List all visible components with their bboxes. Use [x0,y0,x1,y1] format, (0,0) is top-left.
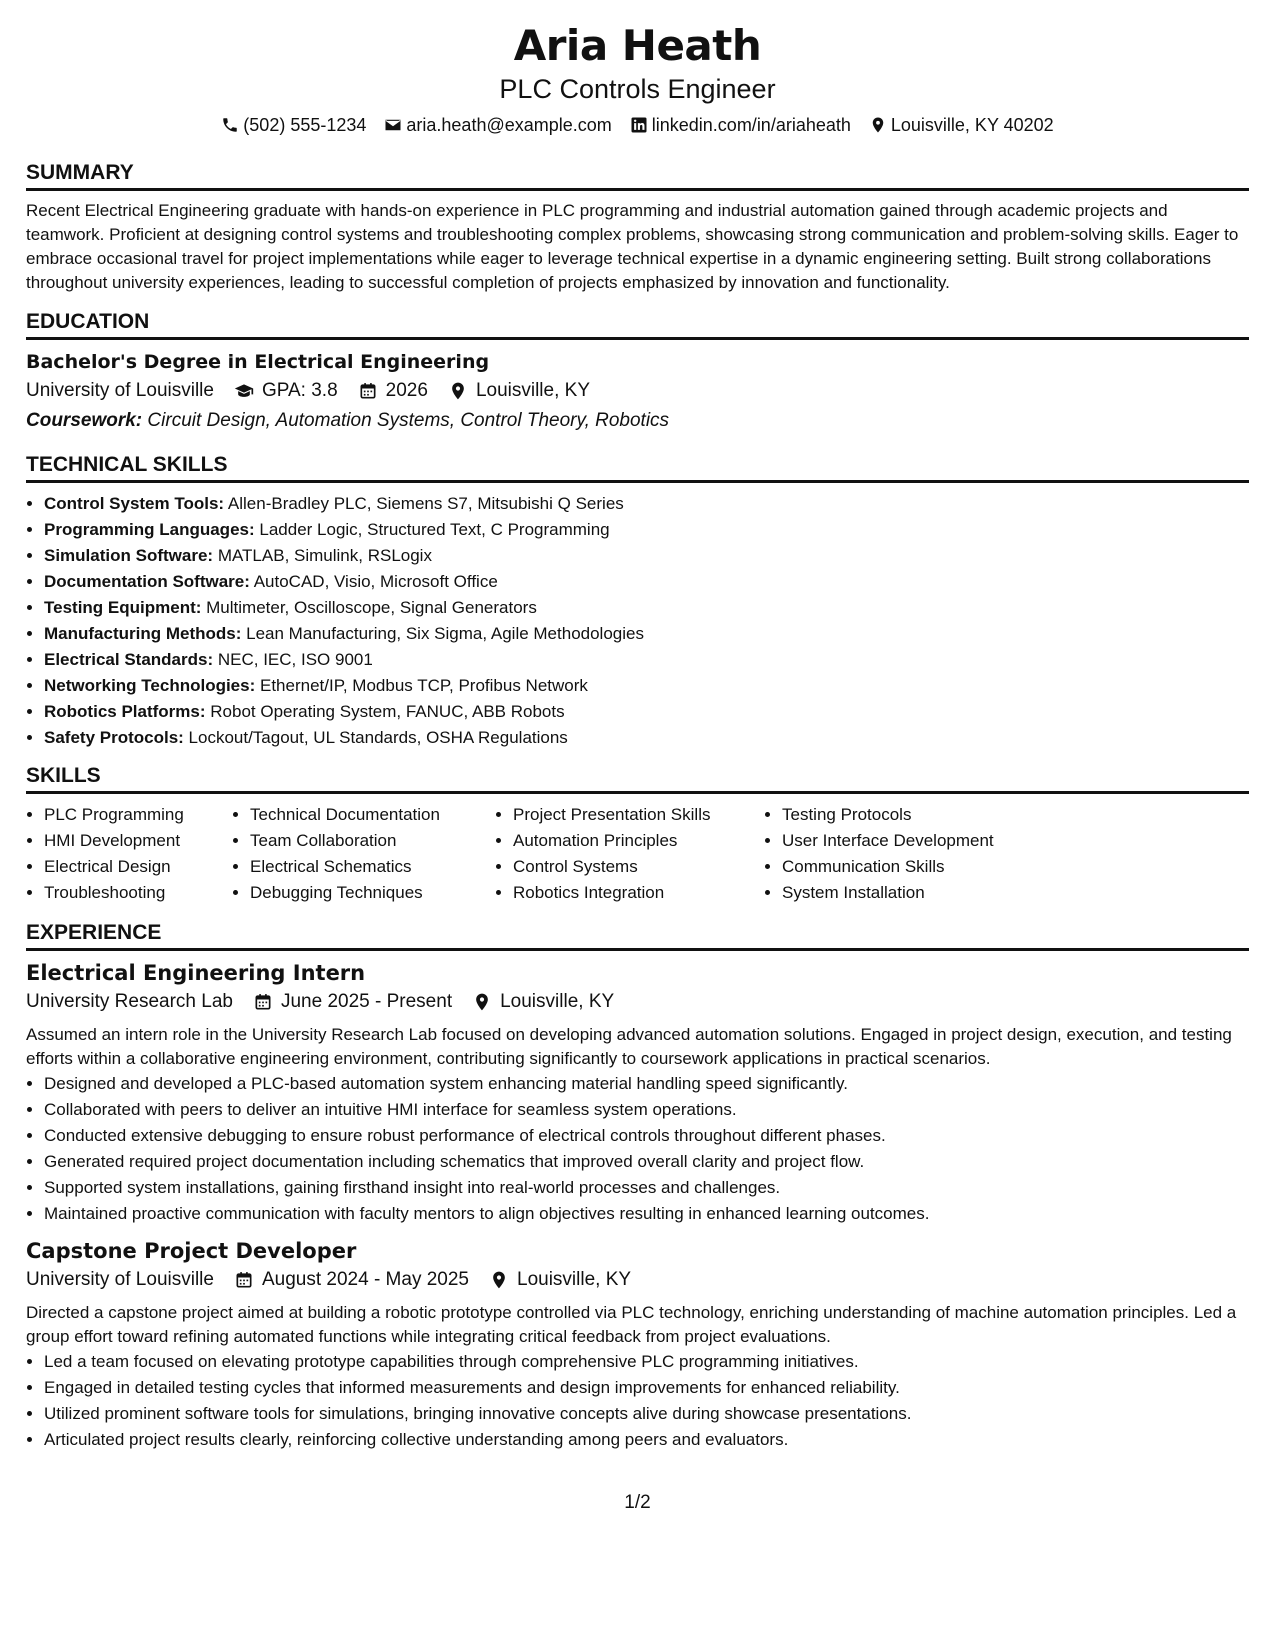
map-pin-icon [489,1270,509,1290]
job-bullets [26,1071,1249,1227]
section-title: SKILLS [26,763,1249,794]
skill-label: Robotics Platforms: [44,702,206,721]
skill-label: Documentation Software: [44,572,250,591]
skill-label: Manufacturing Methods: [44,624,242,643]
degree-title: Bachelor's Degree in Electrical Engineering [26,351,490,373]
skills-column [495,802,764,906]
linkedin-text[interactable]: linkedin.com/in/ariaheath [651,115,851,135]
list-item: • PLC Programming [44,802,232,828]
skill-value: Lockout/Tagout, UL Standards, OSHA Regulations [188,728,568,747]
education-location: Louisville, KY [475,380,590,401]
skill-value: MATLAB, Simulink, RSLogix [217,546,432,565]
list-item: • Electrical Design [44,854,232,880]
section-title: TECHNICAL SKILLS [26,452,1249,483]
list-item: • Articulated project results clearly, reinforcing collective understanding among peers and evaluators. [44,1427,1249,1453]
experience-section [26,920,1249,1453]
list-item: • Led a team focused on elevating prototype capabilities through comprehensive PLC programming initiatives. [44,1349,1249,1375]
gpa-text: GPA: 3.8 [261,380,338,401]
candidate-role: PLC Controls Engineer [499,74,776,104]
phone-icon [221,116,239,134]
list-item: • Utilized prominent software tools for simulations, bringing innovative concepts alive during showcase presentations. [44,1401,1249,1427]
job-meta [26,1265,1249,1295]
skill-value: Ladder Logic, Structured Text, C Programming [259,520,610,539]
list-item: • Designed and developed a PLC-based automation system enhancing material handling speed significantly. [44,1071,1249,1097]
job-title: Capstone Project Developer [26,1239,357,1263]
skills-column [764,802,1082,906]
job-entry [26,1237,1249,1453]
list-item: • Debugging Techniques [250,880,495,906]
skill-label: Programming Languages: [44,520,255,539]
contact-email[interactable] [384,112,611,138]
coursework-line [26,406,1249,436]
job-meta [26,987,1249,1017]
list-item: • System Installation [782,880,1082,906]
list-item: • Automation Principles [513,828,764,854]
job-org: University of Louisville [26,1269,214,1290]
job-entry [26,959,1249,1227]
skills-column [26,802,232,906]
skill-label: Electrical Standards: [44,650,214,669]
skill-label: Testing Equipment: [44,598,202,617]
list-item: • Technical Documentation [250,802,495,828]
skill-label: Simulation Software: [44,546,214,565]
list-item: • HMI Development [44,828,232,854]
list-item: • Troubleshooting [44,880,232,906]
technical-skills-section [26,452,1249,751]
graduation-cap-icon [234,381,254,401]
list-item: • Engaged in detailed testing cycles that informed measurements and design improvements for enhanced reliability. [44,1375,1249,1401]
list-item [44,543,1249,569]
map-pin-icon [448,381,468,401]
list-item [44,517,1249,543]
list-item [44,491,1249,517]
contact-linkedin[interactable] [630,112,851,138]
contact-location [869,112,1054,138]
job-description: Directed a capstone project aimed at building a robotic prototype controlled via PLC technology, enriching understanding of machine automation principles. Led a group effort toward refining automated functions while integrating critical feedback from project evaluations. [26,1303,1237,1346]
summary-section [26,160,1249,295]
skill-value: Lean Manufacturing, Six Sigma, Agile Methodologies [246,624,644,643]
list-item [44,725,1249,751]
list-item: • Supported system installations, gaining firsthand insight into real-world processes and challenges. [44,1175,1249,1201]
envelope-icon [384,116,402,134]
map-pin-icon [869,116,887,134]
skill-value: Robot Operating System, FANUC, ABB Robots [210,702,565,721]
list-item: • Communication Skills [782,854,1082,880]
skill-label: Networking Technologies: [44,676,256,695]
education-section [26,309,1249,436]
job-title: Electrical Engineering Intern [26,961,366,985]
list-item: • Project Presentation Skills [513,802,764,828]
section-title: SUMMARY [26,160,1249,191]
skill-value: Allen-Bradley PLC, Siemens S7, Mitsubishi Q Series [227,494,624,513]
job-location: Louisville, KY [500,991,615,1012]
list-item: • Robotics Integration [513,880,764,906]
list-item [44,673,1249,699]
school-name: University of Louisville [26,380,214,401]
coursework-text: Circuit Design, Automation Systems, Control Theory, Robotics [147,410,670,431]
job-org: University Research Lab [26,991,233,1012]
skill-value: NEC, IEC, ISO 9001 [217,650,373,669]
calendar-icon [253,992,273,1012]
education-meta [26,376,1249,406]
list-item [44,595,1249,621]
resume-page [26,20,1249,1453]
list-item [44,699,1249,725]
section-title: EDUCATION [26,309,1249,340]
list-item [44,621,1249,647]
calendar-icon [234,1270,254,1290]
page-number: 1/2 [624,1492,651,1513]
job-bullets [26,1349,1249,1453]
job-dates: August 2024 - May 2025 [261,1269,469,1290]
list-item: • Maintained proactive communication with faculty mentors to align objectives resulting in enhanced learning outcomes. [44,1201,1249,1227]
linkedin-icon [630,116,648,134]
graduation-year: 2026 [385,380,428,401]
resume-header [26,20,1249,138]
skills-section [26,763,1249,906]
list-item: • Electrical Schematics [250,854,495,880]
location-text: Louisville, KY 40202 [890,115,1054,135]
list-item: • Team Collaboration [250,828,495,854]
job-dates: June 2025 - Present [280,991,453,1012]
list-item [44,569,1249,595]
skills-grid [26,802,1249,906]
list-item: • Collaborated with peers to deliver an intuitive HMI interface for seamless system operations. [44,1097,1249,1123]
contact-phone [221,112,366,138]
list-item [44,647,1249,673]
skill-label: Control System Tools: [44,494,225,513]
skill-value: Multimeter, Oscilloscope, Signal Generators [206,598,537,617]
skill-value: Ethernet/IP, Modbus TCP, Profibus Network [260,676,588,695]
calendar-icon [358,381,378,401]
job-description: Assumed an intern role in the University Research Lab focused on developing advanced automation solutions. Engaged in project design, execution, and testing efforts within a collaborative engineering environment, contributing significantly to coursework applications in practical scenarios. [26,1025,1232,1068]
coursework-label: Coursework: [26,410,143,431]
phone-text: (502) 555-1234 [243,115,367,135]
list-item: • Conducted extensive debugging to ensure robust performance of electrical controls throughout different phases. [44,1123,1249,1149]
skill-label: Safety Protocols: [44,728,184,747]
candidate-name: Aria Heath [513,21,762,70]
technical-skills-list [26,491,1249,751]
section-title: EXPERIENCE [26,920,1249,951]
skills-column [232,802,495,906]
map-pin-icon [472,992,492,1012]
email-text[interactable]: aria.heath@example.com [406,115,612,135]
job-location: Louisville, KY [517,1269,632,1290]
list-item: • Control Systems [513,854,764,880]
skill-value: AutoCAD, Visio, Microsoft Office [253,572,498,591]
list-item: • Testing Protocols [782,802,1082,828]
summary-text: Recent Electrical Engineering graduate with hands-on experience in PLC programming and industrial automation gained through academic projects and teamwork. Proficient at designing control systems and troubleshooting complex problems, showcasing strong communication and problem-solving skills. Eager to embrace occasional travel for project implementations while eager to leverage technical expertise in a dynamic engineering setting. Built strong collaborations throughout university experiences, leading to successful completion of projects emphasized by innovation and functionality. [26,201,1239,292]
contact-row [26,112,1249,138]
list-item: • Generated required project documentation including schematics that improved overall clarity and project flow. [44,1149,1249,1175]
list-item: • User Interface Development [782,828,1082,854]
